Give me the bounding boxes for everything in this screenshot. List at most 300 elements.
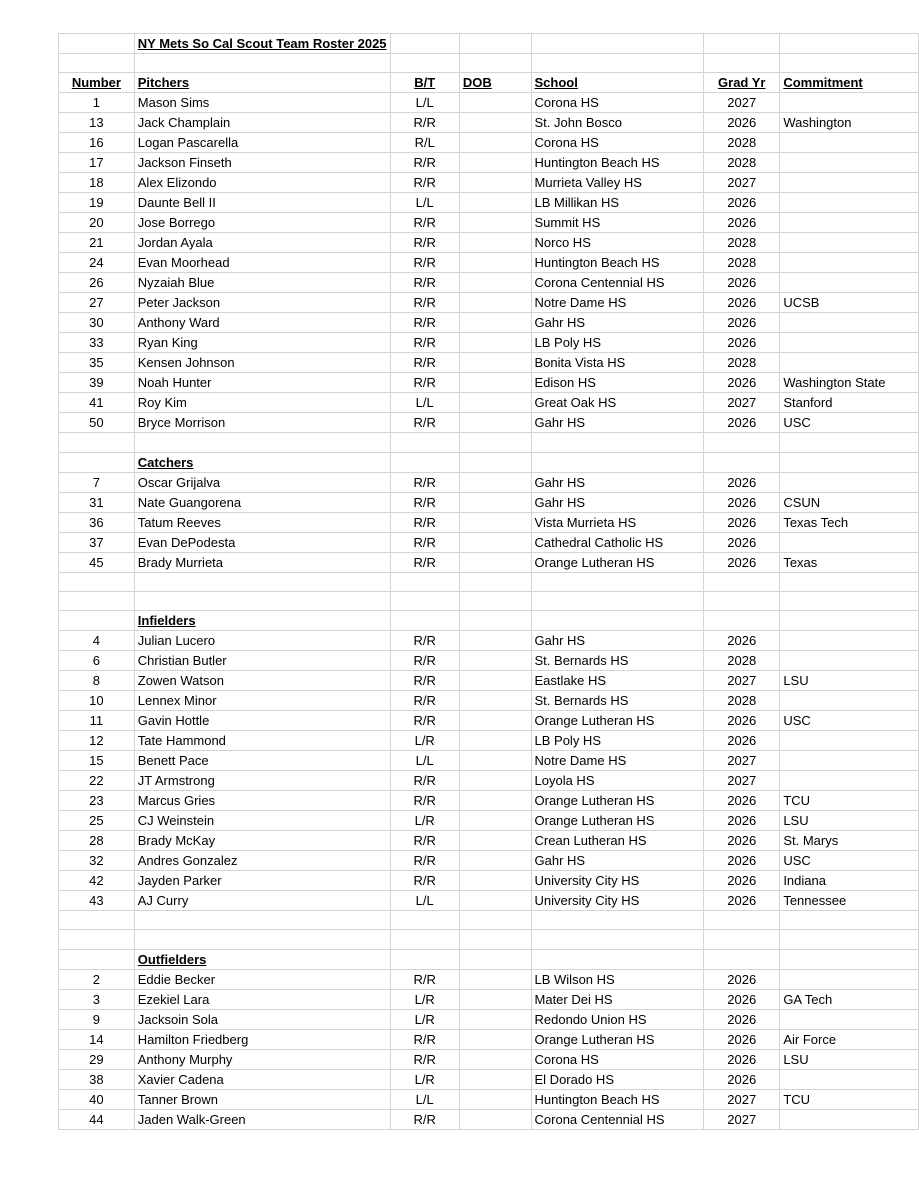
school: St. Bernards HS [531, 651, 704, 671]
player-name: Oscar Grijalva [134, 472, 390, 492]
roster-body [59, 34, 919, 1130]
grad-year: 2026 [704, 989, 780, 1009]
grad-year: 2026 [704, 891, 780, 911]
dob [459, 1009, 531, 1029]
table-row [59, 1109, 919, 1129]
empty-cell [459, 591, 531, 610]
school: LB Poly HS [531, 731, 704, 751]
grad-year: 2027 [704, 393, 780, 413]
table-row [59, 691, 919, 711]
table-row [59, 671, 919, 691]
player-name: Anthony Ward [134, 313, 390, 333]
player-name: JT Armstrong [134, 771, 390, 791]
school: Summit HS [531, 213, 704, 233]
school: Murrieta Valley HS [531, 173, 704, 193]
empty-cell [59, 911, 135, 930]
player-number: 1 [59, 93, 135, 113]
player-name: Tanner Brown [134, 1089, 390, 1109]
player-number: 39 [59, 373, 135, 393]
player-name: Eddie Becker [134, 969, 390, 989]
commitment [780, 213, 919, 233]
player-number: 45 [59, 552, 135, 572]
empty-cell [780, 433, 919, 452]
school: Orange Lutheran HS [531, 711, 704, 731]
table-row [59, 711, 919, 731]
dob [459, 253, 531, 273]
grad-year: 2028 [704, 253, 780, 273]
bats-throws: R/R [390, 771, 459, 791]
bats-throws: R/R [390, 512, 459, 532]
table-row [59, 193, 919, 213]
bats-throws: R/R [390, 213, 459, 233]
grad-year: 2026 [704, 811, 780, 831]
player-name: Evan Moorhead [134, 253, 390, 273]
table-row [59, 393, 919, 413]
grad-year: 2026 [704, 333, 780, 353]
empty-cell [59, 34, 135, 54]
grad-year: 2026 [704, 1069, 780, 1089]
school: Orange Lutheran HS [531, 1029, 704, 1049]
table-row [59, 333, 919, 353]
school: St. Bernards HS [531, 691, 704, 711]
school: Loyola HS [531, 771, 704, 791]
table-row [59, 811, 919, 831]
empty-cell [134, 911, 390, 930]
bats-throws: R/R [390, 113, 459, 133]
school: Huntington Beach HS [531, 1089, 704, 1109]
bats-throws: L/L [390, 193, 459, 213]
player-number: 50 [59, 413, 135, 433]
grad-year: 2026 [704, 213, 780, 233]
school: Edison HS [531, 373, 704, 393]
empty-cell [59, 930, 135, 949]
player-number: 16 [59, 133, 135, 153]
grad-year: 2026 [704, 293, 780, 313]
player-number: 17 [59, 153, 135, 173]
empty-cell [390, 452, 459, 472]
commitment: LSU [780, 1049, 919, 1069]
column-header-player-number: Number [59, 73, 135, 93]
player-name: Brady McKay [134, 831, 390, 851]
empty-cell [459, 949, 531, 969]
table-row [59, 1089, 919, 1109]
school: St. John Bosco [531, 113, 704, 133]
commitment [780, 173, 919, 193]
table-row [59, 751, 919, 771]
player-name: Ryan King [134, 333, 390, 353]
empty-cell [704, 949, 780, 969]
bats-throws: L/L [390, 93, 459, 113]
player-name: CJ Weinstein [134, 811, 390, 831]
player-number: 42 [59, 871, 135, 891]
school: Corona Centennial HS [531, 1109, 704, 1129]
school: Corona Centennial HS [531, 273, 704, 293]
player-number: 29 [59, 1049, 135, 1069]
school: Notre Dame HS [531, 751, 704, 771]
school: Gahr HS [531, 851, 704, 871]
bats-throws: L/R [390, 1009, 459, 1029]
grad-year: 2027 [704, 93, 780, 113]
dob [459, 771, 531, 791]
school: Norco HS [531, 233, 704, 253]
empty-cell [59, 452, 135, 472]
dob [459, 711, 531, 731]
blank-row [59, 911, 919, 930]
school: LB Millikan HS [531, 193, 704, 213]
empty-cell [390, 34, 459, 54]
dob [459, 731, 531, 751]
bats-throws: R/R [390, 273, 459, 293]
school: Eastlake HS [531, 671, 704, 691]
column-header-dob: DOB [459, 73, 531, 93]
commitment [780, 273, 919, 293]
commitment [780, 193, 919, 213]
grad-year: 2026 [704, 631, 780, 651]
bats-throws: R/R [390, 253, 459, 273]
grad-year: 2026 [704, 273, 780, 293]
player-number: 8 [59, 671, 135, 691]
empty-cell [390, 911, 459, 930]
table-row [59, 631, 919, 651]
table-row [59, 791, 919, 811]
dob [459, 133, 531, 153]
bats-throws: R/R [390, 313, 459, 333]
commitment [780, 1109, 919, 1129]
empty-cell [531, 572, 704, 591]
column-header-grad-year: Grad Yr [704, 73, 780, 93]
table-row [59, 253, 919, 273]
player-name: Xavier Cadena [134, 1069, 390, 1089]
section-heading: Catchers [134, 452, 390, 472]
grad-year: 2026 [704, 472, 780, 492]
player-number: 40 [59, 1089, 135, 1109]
player-name: Nate Guangorena [134, 492, 390, 512]
dob [459, 93, 531, 113]
bats-throws: R/R [390, 1109, 459, 1129]
bats-throws: L/R [390, 811, 459, 831]
empty-cell [704, 591, 780, 610]
player-number: 4 [59, 631, 135, 651]
grad-year: 2027 [704, 173, 780, 193]
player-name: Jack Champlain [134, 113, 390, 133]
player-name: Hamilton Friedberg [134, 1029, 390, 1049]
school: Huntington Beach HS [531, 253, 704, 273]
dob [459, 891, 531, 911]
player-number: 35 [59, 353, 135, 373]
player-number: 36 [59, 512, 135, 532]
commitment [780, 133, 919, 153]
dob [459, 791, 531, 811]
player-name: Noah Hunter [134, 373, 390, 393]
commitment [780, 731, 919, 751]
empty-cell [390, 930, 459, 949]
grad-year: 2026 [704, 871, 780, 891]
grad-year: 2028 [704, 153, 780, 173]
roster-title: NY Mets So Cal Scout Team Roster 2025 [134, 34, 390, 54]
table-row [59, 552, 919, 572]
player-name: Lennex Minor [134, 691, 390, 711]
column-header-player-name: Pitchers [134, 73, 390, 93]
commitment: USC [780, 413, 919, 433]
player-number: 41 [59, 393, 135, 413]
grad-year: 2027 [704, 1109, 780, 1129]
dob [459, 631, 531, 651]
table-row [59, 532, 919, 552]
commitment [780, 771, 919, 791]
grad-year: 2026 [704, 492, 780, 512]
bats-throws: R/R [390, 472, 459, 492]
empty-cell [531, 949, 704, 969]
dob [459, 851, 531, 871]
empty-cell [459, 611, 531, 631]
player-number: 30 [59, 313, 135, 333]
player-name: Daunte Bell II [134, 193, 390, 213]
grad-year: 2026 [704, 1029, 780, 1049]
table-row [59, 373, 919, 393]
player-name: Anthony Murphy [134, 1049, 390, 1069]
player-name: Bryce Morrison [134, 413, 390, 433]
player-number: 12 [59, 731, 135, 751]
school: Gahr HS [531, 413, 704, 433]
dob [459, 1049, 531, 1069]
player-name: Andres Gonzalez [134, 851, 390, 871]
school: Cathedral Catholic HS [531, 532, 704, 552]
blank-row [59, 572, 919, 591]
empty-cell [531, 452, 704, 472]
commitment: Stanford [780, 393, 919, 413]
empty-cell [531, 433, 704, 452]
empty-cell [704, 572, 780, 591]
table-row [59, 413, 919, 433]
grad-year: 2027 [704, 751, 780, 771]
player-name: Logan Pascarella [134, 133, 390, 153]
player-number: 25 [59, 811, 135, 831]
section-heading: Outfielders [134, 949, 390, 969]
player-number: 20 [59, 213, 135, 233]
commitment: TCU [780, 791, 919, 811]
player-number: 43 [59, 891, 135, 911]
school: Bonita Vista HS [531, 353, 704, 373]
commitment: St. Marys [780, 831, 919, 851]
bats-throws: L/L [390, 751, 459, 771]
empty-cell [780, 34, 919, 54]
empty-cell [780, 911, 919, 930]
player-name: Jayden Parker [134, 871, 390, 891]
dob [459, 811, 531, 831]
player-number: 27 [59, 293, 135, 313]
commitment: TCU [780, 1089, 919, 1109]
grad-year: 2027 [704, 771, 780, 791]
commitment: Air Force [780, 1029, 919, 1049]
grad-year: 2026 [704, 851, 780, 871]
player-name: Jackson Finseth [134, 153, 390, 173]
school: Huntington Beach HS [531, 153, 704, 173]
school: Orange Lutheran HS [531, 791, 704, 811]
commitment: Texas Tech [780, 512, 919, 532]
bats-throws: R/R [390, 851, 459, 871]
empty-cell [459, 54, 531, 73]
dob [459, 173, 531, 193]
grad-year: 2026 [704, 1049, 780, 1069]
player-number: 14 [59, 1029, 135, 1049]
table-row [59, 213, 919, 233]
player-number: 7 [59, 472, 135, 492]
commitment [780, 631, 919, 651]
table-row [59, 512, 919, 532]
dob [459, 293, 531, 313]
blank-row [59, 930, 919, 949]
dob [459, 233, 531, 253]
bats-throws: L/R [390, 731, 459, 751]
player-number: 11 [59, 711, 135, 731]
bats-throws: R/R [390, 711, 459, 731]
bats-throws: R/R [390, 552, 459, 572]
bats-throws: L/L [390, 1089, 459, 1109]
dob [459, 413, 531, 433]
grad-year: 2027 [704, 671, 780, 691]
dob [459, 989, 531, 1009]
empty-cell [134, 433, 390, 452]
player-name: Ezekiel Lara [134, 989, 390, 1009]
empty-cell [459, 930, 531, 949]
player-number: 21 [59, 233, 135, 253]
grad-year: 2026 [704, 373, 780, 393]
empty-cell [59, 433, 135, 452]
table-row [59, 153, 919, 173]
empty-cell [134, 591, 390, 610]
bats-throws: R/R [390, 413, 459, 433]
empty-cell [390, 949, 459, 969]
grad-year: 2026 [704, 1009, 780, 1029]
section-heading-row [59, 949, 919, 969]
player-number: 33 [59, 333, 135, 353]
player-name: Evan DePodesta [134, 532, 390, 552]
bats-throws: R/R [390, 831, 459, 851]
empty-cell [134, 54, 390, 73]
bats-throws: L/L [390, 393, 459, 413]
column-header-commitment: Commitment [780, 73, 919, 93]
commitment: Texas [780, 552, 919, 572]
grad-year: 2026 [704, 313, 780, 333]
empty-cell [459, 433, 531, 452]
player-number: 32 [59, 851, 135, 871]
title-row [59, 34, 919, 54]
bats-throws: R/R [390, 969, 459, 989]
table-row [59, 353, 919, 373]
player-name: Benett Pace [134, 751, 390, 771]
empty-cell [134, 930, 390, 949]
bats-throws: R/R [390, 532, 459, 552]
school: Mater Dei HS [531, 989, 704, 1009]
school: University City HS [531, 871, 704, 891]
dob [459, 333, 531, 353]
bats-throws: R/R [390, 333, 459, 353]
table-row [59, 1049, 919, 1069]
empty-cell [780, 949, 919, 969]
commitment: Washington [780, 113, 919, 133]
empty-cell [704, 54, 780, 73]
player-number: 28 [59, 831, 135, 851]
commitment: LSU [780, 671, 919, 691]
section-heading-row [59, 611, 919, 631]
player-number: 24 [59, 253, 135, 273]
commitment [780, 1009, 919, 1029]
table-row [59, 891, 919, 911]
commitment [780, 651, 919, 671]
commitment [780, 1069, 919, 1089]
bats-throws: L/L [390, 891, 459, 911]
player-name: Gavin Hottle [134, 711, 390, 731]
table-row [59, 1009, 919, 1029]
empty-cell [531, 34, 704, 54]
table-row [59, 771, 919, 791]
dob [459, 313, 531, 333]
empty-cell [704, 611, 780, 631]
school: Orange Lutheran HS [531, 552, 704, 572]
empty-cell [531, 930, 704, 949]
school: Redondo Union HS [531, 1009, 704, 1029]
empty-cell [780, 572, 919, 591]
player-number: 10 [59, 691, 135, 711]
commitment: USC [780, 851, 919, 871]
dob [459, 373, 531, 393]
dob [459, 871, 531, 891]
empty-cell [780, 452, 919, 472]
dob [459, 273, 531, 293]
commitment [780, 93, 919, 113]
dob [459, 353, 531, 373]
grad-year: 2027 [704, 1089, 780, 1109]
dob [459, 671, 531, 691]
player-name: Marcus Gries [134, 791, 390, 811]
commitment [780, 253, 919, 273]
school: Gahr HS [531, 492, 704, 512]
player-number: 19 [59, 193, 135, 213]
empty-cell [531, 611, 704, 631]
player-number: 15 [59, 751, 135, 771]
commitment [780, 751, 919, 771]
bats-throws: R/R [390, 671, 459, 691]
player-number: 18 [59, 173, 135, 193]
empty-cell [780, 54, 919, 73]
dob [459, 153, 531, 173]
table-row [59, 1029, 919, 1049]
commitment: Tennessee [780, 891, 919, 911]
grad-year: 2028 [704, 353, 780, 373]
empty-cell [704, 34, 780, 54]
player-name: Mason Sims [134, 93, 390, 113]
grad-year: 2028 [704, 133, 780, 153]
bats-throws: L/R [390, 989, 459, 1009]
grad-year: 2026 [704, 831, 780, 851]
empty-cell [390, 433, 459, 452]
table-row [59, 93, 919, 113]
bats-throws: R/R [390, 871, 459, 891]
bats-throws: R/R [390, 293, 459, 313]
bats-throws: R/R [390, 353, 459, 373]
player-name: Christian Butler [134, 651, 390, 671]
commitment [780, 353, 919, 373]
player-name: Roy Kim [134, 393, 390, 413]
player-name: Nyzaiah Blue [134, 273, 390, 293]
blank-row [59, 433, 919, 452]
empty-cell [390, 572, 459, 591]
commitment: UCSB [780, 293, 919, 313]
grad-year: 2026 [704, 731, 780, 751]
player-name: Jacksoin Sola [134, 1009, 390, 1029]
roster-table [58, 33, 919, 1130]
player-name: Kensen Johnson [134, 353, 390, 373]
